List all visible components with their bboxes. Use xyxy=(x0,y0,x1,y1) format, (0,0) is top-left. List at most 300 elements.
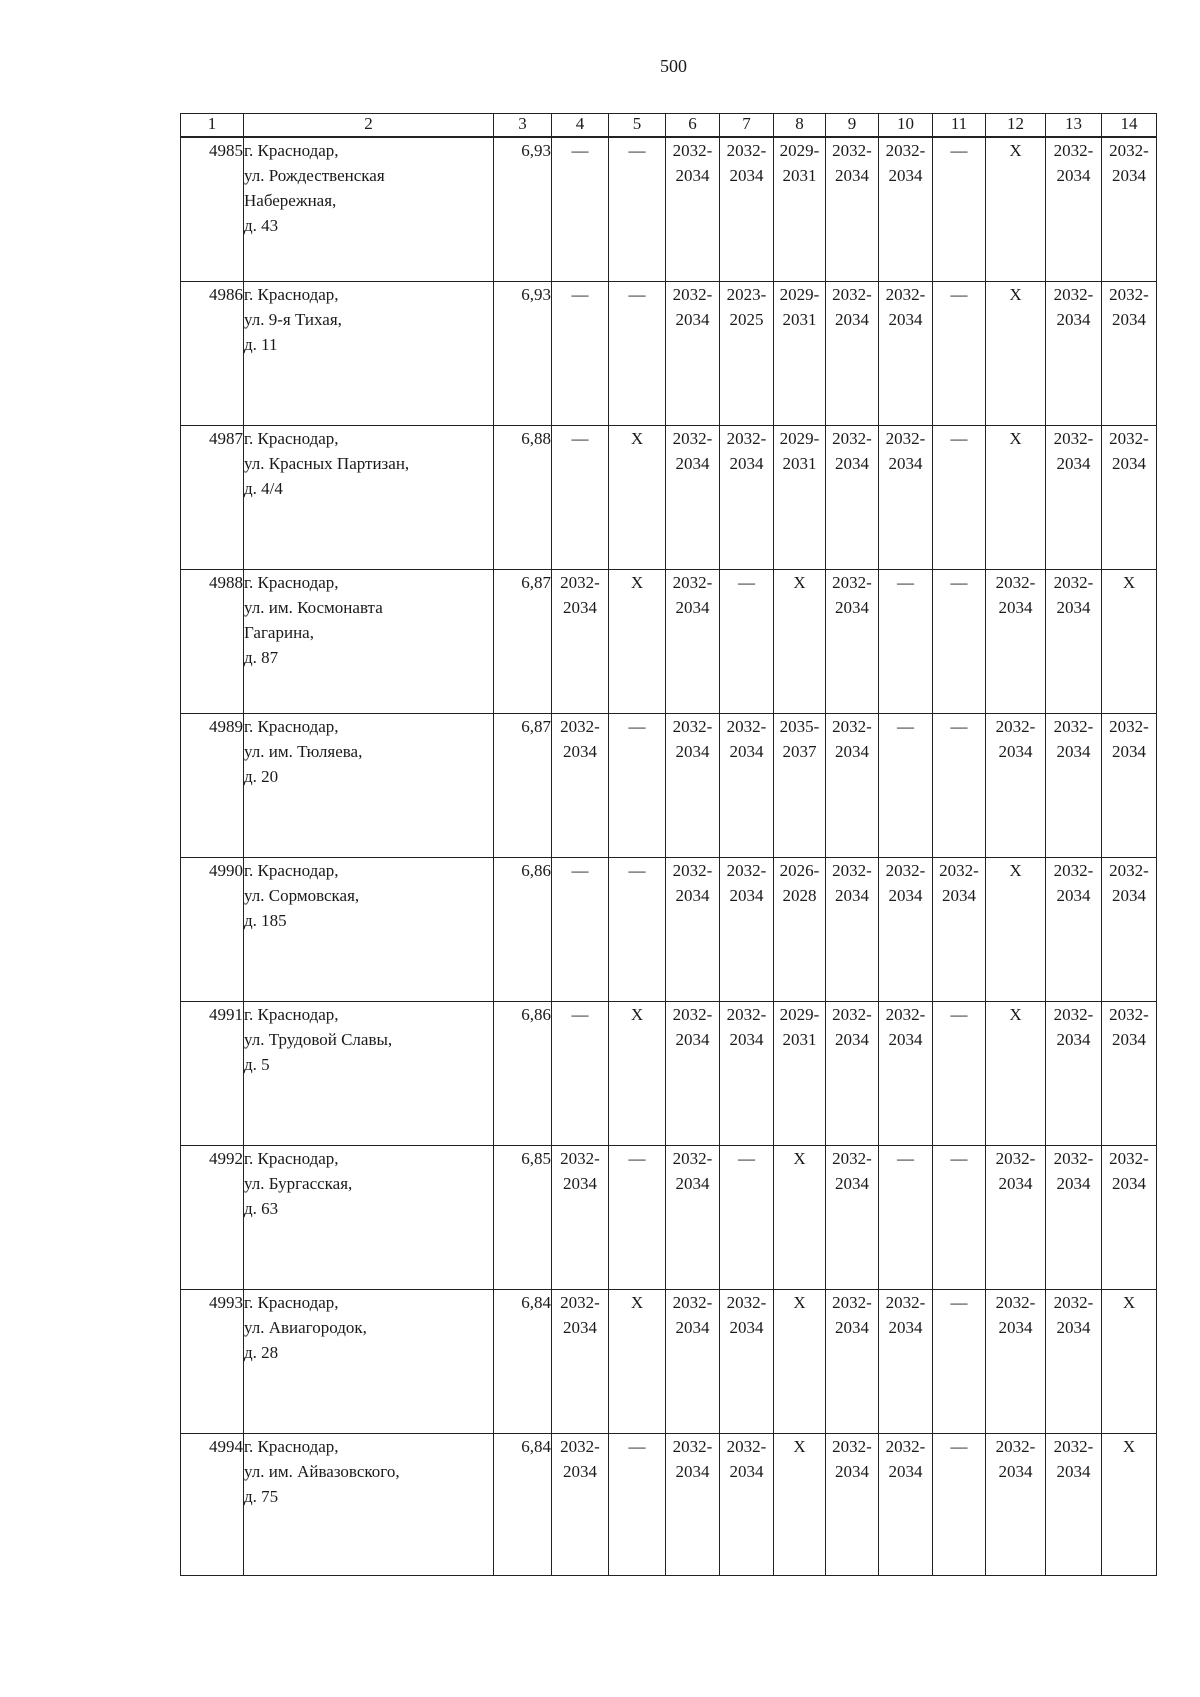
schedule-value: 2032- 2034 xyxy=(832,1437,872,1481)
column-header-14: 14 xyxy=(1102,114,1157,138)
schedule-value: — xyxy=(950,1437,968,1456)
schedule-value: 2032- 2034 xyxy=(1109,717,1149,761)
schedule-cell xyxy=(720,137,774,282)
schedule-cell xyxy=(552,1002,609,1146)
address-line: д. 4/4 xyxy=(244,479,283,498)
schedule-value: 2032- 2034 xyxy=(672,1005,713,1049)
address-line: ул. Трудовой Славы, xyxy=(244,1030,393,1049)
schedule-value: 2032- 2034 xyxy=(726,717,767,761)
schedule-value: 2032- 2034 xyxy=(1109,861,1149,905)
schedule-cell xyxy=(933,570,986,714)
schedule-value: 2032- 2034 xyxy=(832,429,872,473)
address-line: г. Краснодар, xyxy=(244,141,339,160)
schedule-cell xyxy=(666,714,720,858)
schedule-cell xyxy=(1046,570,1102,714)
schedule-cell xyxy=(879,714,933,858)
schedule-cell xyxy=(933,858,986,1002)
schedule-cell xyxy=(826,282,879,426)
address-line: г. Краснодар, xyxy=(244,429,339,448)
schedule-value: 2032- 2034 xyxy=(1053,573,1094,617)
schedule-value: — xyxy=(571,141,589,160)
schedule-cell xyxy=(1046,282,1102,426)
table-row xyxy=(181,1434,1157,1576)
column-header-3: 3 xyxy=(494,114,552,138)
table-row xyxy=(181,137,1157,282)
schedule-cell xyxy=(826,858,879,1002)
schedule-value: 2035- 2037 xyxy=(779,717,820,761)
schedule-value: — xyxy=(628,1437,646,1456)
schedule-value: 2032- 2034 xyxy=(1109,141,1149,185)
value-cell: 6,93 xyxy=(494,282,552,426)
address-line: ул. Рождественская xyxy=(244,166,385,185)
column-header-2: 2 xyxy=(244,114,494,138)
schedule-value: — xyxy=(571,429,589,448)
address-line: д. 11 xyxy=(244,335,278,354)
address-line: д. 75 xyxy=(244,1487,279,1506)
schedule-cell xyxy=(1046,714,1102,858)
schedule-cell xyxy=(720,1434,774,1576)
address-line: Набережная, xyxy=(244,191,337,210)
schedule-cell xyxy=(826,1290,879,1434)
schedule-value: 2032- 2034 xyxy=(1053,1293,1094,1337)
schedule-value: 2032- 2034 xyxy=(1109,429,1149,473)
row-number: 4993 xyxy=(181,1290,244,1434)
schedule-cell xyxy=(879,1434,933,1576)
schedule-cell xyxy=(986,1290,1046,1434)
schedule-value: 2032- 2034 xyxy=(885,1437,926,1481)
schedule-value: 2032- 2034 xyxy=(832,1149,872,1193)
schedule-value: 2032- 2034 xyxy=(672,1293,713,1337)
schedule-value: 2032- 2034 xyxy=(726,1293,767,1337)
table-row xyxy=(181,714,1157,858)
address-line: г. Краснодар, xyxy=(244,1005,339,1024)
address-line: г. Краснодар, xyxy=(244,285,339,304)
row-number: 4985 xyxy=(181,137,244,282)
schedule-value: X xyxy=(793,1149,806,1168)
schedule-cell xyxy=(609,1434,666,1576)
schedule-value: X xyxy=(630,573,644,592)
schedule-cell xyxy=(826,570,879,714)
schedule-cell xyxy=(720,1002,774,1146)
table-row xyxy=(181,1290,1157,1434)
schedule-cell xyxy=(552,137,609,282)
schedule-cell xyxy=(986,282,1046,426)
column-header-9: 9 xyxy=(826,114,879,138)
address-line: д. 43 xyxy=(244,216,279,235)
schedule-cell xyxy=(666,858,720,1002)
schedule-value: 2032- 2034 xyxy=(832,285,872,329)
schedule-cell xyxy=(774,1434,826,1576)
schedule-cell xyxy=(609,858,666,1002)
schedule-value: — xyxy=(628,1149,646,1168)
schedule-value: X xyxy=(1009,1005,1022,1024)
schedule-cell xyxy=(774,858,826,1002)
schedule-value: 2032- 2034 xyxy=(560,573,600,617)
schedule-value: — xyxy=(950,285,968,304)
address-cell xyxy=(244,1434,494,1576)
schedule-cell xyxy=(986,1146,1046,1290)
address-line: г. Краснодар, xyxy=(244,717,339,736)
column-header-12: 12 xyxy=(986,114,1046,138)
schedule-cell xyxy=(933,1002,986,1146)
schedule-value: X xyxy=(630,1293,644,1312)
schedule-value: 2032- 2034 xyxy=(885,1005,926,1049)
schedule-cell xyxy=(774,1002,826,1146)
schedule-cell xyxy=(552,426,609,570)
schedule-value: X xyxy=(793,1293,806,1312)
address-line: г. Краснодар, xyxy=(244,1293,339,1312)
schedule-cell xyxy=(666,1434,720,1576)
schedule-cell xyxy=(720,1146,774,1290)
schedule-cell xyxy=(720,570,774,714)
value-cell: 6,86 xyxy=(494,858,552,1002)
schedule-cell xyxy=(986,858,1046,1002)
value-cell: 6,85 xyxy=(494,1146,552,1290)
table-header xyxy=(181,114,1157,138)
schedule-cell xyxy=(986,1002,1046,1146)
schedule-value: — xyxy=(950,141,968,160)
value-cell: 6,93 xyxy=(494,137,552,282)
schedule-value: 2032- 2034 xyxy=(832,1005,872,1049)
column-header-7: 7 xyxy=(720,114,774,138)
address-cell xyxy=(244,570,494,714)
schedule-cell xyxy=(609,570,666,714)
column-header-10: 10 xyxy=(879,114,933,138)
schedule-value: 2032- 2034 xyxy=(1053,717,1094,761)
schedule-cell xyxy=(1046,858,1102,1002)
schedule-cell xyxy=(609,714,666,858)
schedule-cell xyxy=(1102,570,1157,714)
row-number: 4986 xyxy=(181,282,244,426)
column-header-5: 5 xyxy=(609,114,666,138)
schedule-value: — xyxy=(950,717,968,736)
address-line: ул. им. Тюляева, xyxy=(244,742,363,761)
schedule-cell xyxy=(933,426,986,570)
address-line: ул. им. Айвазовского, xyxy=(244,1462,400,1481)
address-line: Гагарина, xyxy=(244,623,314,642)
schedule-cell xyxy=(720,426,774,570)
schedule-cell xyxy=(1102,426,1157,570)
schedule-value: 2032- 2034 xyxy=(1109,285,1149,329)
schedule-value: — xyxy=(628,717,646,736)
schedule-cell xyxy=(552,714,609,858)
row-number: 4989 xyxy=(181,714,244,858)
row-number: 4990 xyxy=(181,858,244,1002)
schedule-cell xyxy=(609,137,666,282)
schedule-cell xyxy=(986,1434,1046,1576)
schedule-cell xyxy=(826,137,879,282)
row-number: 4991 xyxy=(181,1002,244,1146)
schedule-value: 2032- 2034 xyxy=(1053,141,1094,185)
schedule-cell xyxy=(986,714,1046,858)
schedule-value: — xyxy=(897,573,914,592)
schedule-cell xyxy=(1102,137,1157,282)
schedule-value: 2032- 2034 xyxy=(885,285,926,329)
address-line: д. 20 xyxy=(244,767,279,786)
schedule-cell xyxy=(720,282,774,426)
address-line: д. 5 xyxy=(244,1055,270,1074)
schedule-cell xyxy=(552,1434,609,1576)
value-cell: 6,88 xyxy=(494,426,552,570)
address-line: ул. Бургасская, xyxy=(244,1174,353,1193)
schedule-value: 2032- 2034 xyxy=(832,717,872,761)
schedule-value: 2032- 2034 xyxy=(672,861,713,905)
schedule-cell xyxy=(720,858,774,1002)
schedule-cell xyxy=(609,1290,666,1434)
schedule-value: 2032- 2034 xyxy=(1053,1437,1094,1481)
address-cell xyxy=(244,1290,494,1434)
schedule-value: 2032- 2034 xyxy=(995,1293,1036,1337)
table-row xyxy=(181,1146,1157,1290)
schedule-value: 2032- 2034 xyxy=(726,429,767,473)
schedule-cell xyxy=(609,1146,666,1290)
schedule-value: 2032- 2034 xyxy=(885,861,926,905)
address-line: ул. Сормовская, xyxy=(244,886,360,905)
schedule-value: 2032- 2034 xyxy=(672,141,713,185)
schedule-value: 2029- 2031 xyxy=(779,141,820,185)
schedule-value: 2032- 2034 xyxy=(1109,1005,1149,1049)
schedule-cell xyxy=(1102,714,1157,858)
schedule-cell xyxy=(1046,137,1102,282)
schedule-value: X xyxy=(630,429,644,448)
schedule-value: X xyxy=(1009,429,1022,448)
schedule-value: 2032- 2034 xyxy=(995,573,1036,617)
schedule-value: X xyxy=(793,573,806,592)
column-header-6: 6 xyxy=(666,114,720,138)
schedule-cell xyxy=(552,570,609,714)
schedule-value: 2032- 2034 xyxy=(560,1149,600,1193)
schedule-cell xyxy=(1102,1434,1157,1576)
schedule-value: 2032- 2034 xyxy=(1053,285,1094,329)
schedule-cell xyxy=(986,570,1046,714)
schedule-cell xyxy=(826,1002,879,1146)
column-header-8: 8 xyxy=(774,114,826,138)
value-cell: 6,86 xyxy=(494,1002,552,1146)
row-number: 4992 xyxy=(181,1146,244,1290)
schedule-value: 2029- 2031 xyxy=(779,1005,820,1049)
schedule-value: X xyxy=(1122,573,1136,592)
schedule-cell xyxy=(609,282,666,426)
address-line: г. Краснодар, xyxy=(244,861,339,880)
schedule-value: X xyxy=(793,1437,806,1456)
schedule-cell xyxy=(1046,1434,1102,1576)
schedule-cell xyxy=(879,137,933,282)
schedule-cell xyxy=(933,1434,986,1576)
schedule-cell xyxy=(1102,1002,1157,1146)
schedule-cell xyxy=(933,282,986,426)
schedule-value: X xyxy=(630,1005,644,1024)
schedule-cell xyxy=(1102,282,1157,426)
schedule-value: 2032- 2034 xyxy=(1053,861,1094,905)
schedule-cell xyxy=(1102,1146,1157,1290)
value-cell: 6,84 xyxy=(494,1290,552,1434)
schedule-cell xyxy=(879,1146,933,1290)
schedule-cell xyxy=(552,282,609,426)
schedule-value: — xyxy=(571,285,589,304)
address-line: г. Краснодар, xyxy=(244,573,339,592)
schedule-cell xyxy=(1102,1290,1157,1434)
schedule-value: 2032- 2034 xyxy=(885,1293,926,1337)
column-header-1: 1 xyxy=(181,114,244,138)
schedule-cell xyxy=(826,714,879,858)
schedule-value: 2032- 2034 xyxy=(885,429,926,473)
schedule-value: 2032- 2034 xyxy=(560,717,600,761)
schedule-value: 2032- 2034 xyxy=(726,1437,767,1481)
address-line: д. 28 xyxy=(244,1343,279,1362)
row-number: 4988 xyxy=(181,570,244,714)
schedule-value: 2026- 2028 xyxy=(779,861,820,905)
schedule-cell xyxy=(879,570,933,714)
table-body xyxy=(181,137,1157,1576)
table-row xyxy=(181,570,1157,714)
schedule-value: 2032- 2034 xyxy=(832,141,872,185)
schedule-cell xyxy=(879,426,933,570)
schedule-value: — xyxy=(950,429,968,448)
schedule-value: 2032- 2034 xyxy=(995,717,1036,761)
schedule-value: — xyxy=(897,1149,914,1168)
table-row xyxy=(181,1002,1157,1146)
schedule-cell xyxy=(774,570,826,714)
schedule-value: — xyxy=(950,1149,968,1168)
schedule-value: — xyxy=(738,1149,755,1168)
schedule-cell xyxy=(1046,1146,1102,1290)
schedule-value: 2032- 2034 xyxy=(885,141,926,185)
address-cell xyxy=(244,137,494,282)
schedule-cell xyxy=(879,1002,933,1146)
schedule-cell xyxy=(552,1146,609,1290)
schedule-cell xyxy=(609,1002,666,1146)
schedule-value: 2032- 2034 xyxy=(1109,1149,1149,1193)
address-line: ул. 9-я Тихая, xyxy=(244,310,342,329)
schedule-cell xyxy=(826,1434,879,1576)
schedule-value: — xyxy=(950,1293,968,1312)
schedule-cell xyxy=(1102,858,1157,1002)
schedule-cell xyxy=(720,1290,774,1434)
schedule-cell xyxy=(774,714,826,858)
address-line: г. Краснодар, xyxy=(244,1149,339,1168)
schedule-cell xyxy=(826,426,879,570)
table-row xyxy=(181,858,1157,1002)
schedule-value: 2029- 2031 xyxy=(779,429,820,473)
schedule-cell xyxy=(879,1290,933,1434)
address-line: г. Краснодар, xyxy=(244,1437,339,1456)
schedule-value: — xyxy=(950,573,968,592)
row-number: 4994 xyxy=(181,1434,244,1576)
address-line: ул. им. Космонавта xyxy=(244,598,383,617)
schedule-cell xyxy=(826,1146,879,1290)
schedule-cell xyxy=(666,1146,720,1290)
schedule-value: 2032- 2034 xyxy=(672,1437,713,1481)
value-cell: 6,87 xyxy=(494,714,552,858)
value-cell: 6,84 xyxy=(494,1434,552,1576)
schedule-cell xyxy=(666,570,720,714)
column-header-13: 13 xyxy=(1046,114,1102,138)
schedule-value: 2032- 2034 xyxy=(1053,429,1094,473)
header-row xyxy=(181,114,1157,138)
column-header-4: 4 xyxy=(552,114,609,138)
table-row xyxy=(181,426,1157,570)
schedule-value: 2032- 2034 xyxy=(672,429,713,473)
schedule-value: 2032- 2034 xyxy=(995,1437,1036,1481)
schedule-cell xyxy=(933,714,986,858)
schedule-value: — xyxy=(950,1005,968,1024)
schedule-value: 2032- 2034 xyxy=(672,285,713,329)
schedule-value: 2032- 2034 xyxy=(560,1293,600,1337)
address-cell xyxy=(244,1146,494,1290)
schedule-cell xyxy=(1046,1290,1102,1434)
schedule-value: — xyxy=(897,717,914,736)
schedule-value: — xyxy=(571,1005,589,1024)
schedule-cell xyxy=(774,137,826,282)
page-number: 500 xyxy=(660,56,687,76)
schedule-value: 2032- 2034 xyxy=(1053,1149,1094,1193)
schedule-cell xyxy=(879,282,933,426)
schedule-value: — xyxy=(628,285,646,304)
schedule-value: — xyxy=(628,861,646,880)
schedule-value: 2032- 2034 xyxy=(560,1437,600,1481)
address-cell xyxy=(244,1002,494,1146)
schedule-cell xyxy=(774,426,826,570)
schedule-value: — xyxy=(738,573,755,592)
schedule-value: 2032- 2034 xyxy=(832,1293,872,1337)
row-number: 4987 xyxy=(181,426,244,570)
schedule-value: X xyxy=(1009,861,1022,880)
schedule-value: — xyxy=(571,861,589,880)
schedule-value: 2032- 2034 xyxy=(672,573,713,617)
schedule-cell xyxy=(552,858,609,1002)
schedule-value: X xyxy=(1122,1293,1136,1312)
schedule-cell xyxy=(774,1146,826,1290)
schedule-table xyxy=(180,113,1157,1576)
address-cell xyxy=(244,426,494,570)
schedule-cell xyxy=(609,426,666,570)
address-line: ул. Авиагородок, xyxy=(244,1318,367,1337)
address-cell xyxy=(244,714,494,858)
schedule-cell xyxy=(986,137,1046,282)
schedule-value: 2032- 2034 xyxy=(726,1005,767,1049)
address-line: д. 185 xyxy=(244,911,287,930)
schedule-cell xyxy=(666,426,720,570)
schedule-cell xyxy=(774,1290,826,1434)
address-line: д. 63 xyxy=(244,1199,279,1218)
schedule-cell xyxy=(1046,1002,1102,1146)
schedule-value: X xyxy=(1009,285,1022,304)
schedule-value: X xyxy=(1122,1437,1136,1456)
schedule-value: 2032- 2034 xyxy=(832,861,872,905)
address-cell xyxy=(244,858,494,1002)
schedule-cell xyxy=(720,714,774,858)
schedule-value: 2023- 2025 xyxy=(726,285,767,329)
schedule-cell xyxy=(666,137,720,282)
schedule-value: 2032- 2034 xyxy=(672,1149,713,1193)
schedule-cell xyxy=(933,1146,986,1290)
schedule-cell xyxy=(986,426,1046,570)
schedule-cell xyxy=(552,1290,609,1434)
address-line: д. 87 xyxy=(244,648,279,667)
address-line: ул. Красных Партизан, xyxy=(244,454,410,473)
schedule-cell xyxy=(879,858,933,1002)
schedule-cell xyxy=(666,282,720,426)
schedule-cell xyxy=(933,137,986,282)
schedule-value: X xyxy=(1009,141,1022,160)
schedule-value: 2032- 2034 xyxy=(995,1149,1036,1193)
schedule-value: 2032- 2034 xyxy=(672,717,713,761)
schedule-value: 2032- 2034 xyxy=(939,861,979,905)
schedule-cell xyxy=(774,282,826,426)
schedule-value: — xyxy=(628,141,646,160)
schedule-value: 2032- 2034 xyxy=(726,141,767,185)
schedule-cell xyxy=(666,1290,720,1434)
